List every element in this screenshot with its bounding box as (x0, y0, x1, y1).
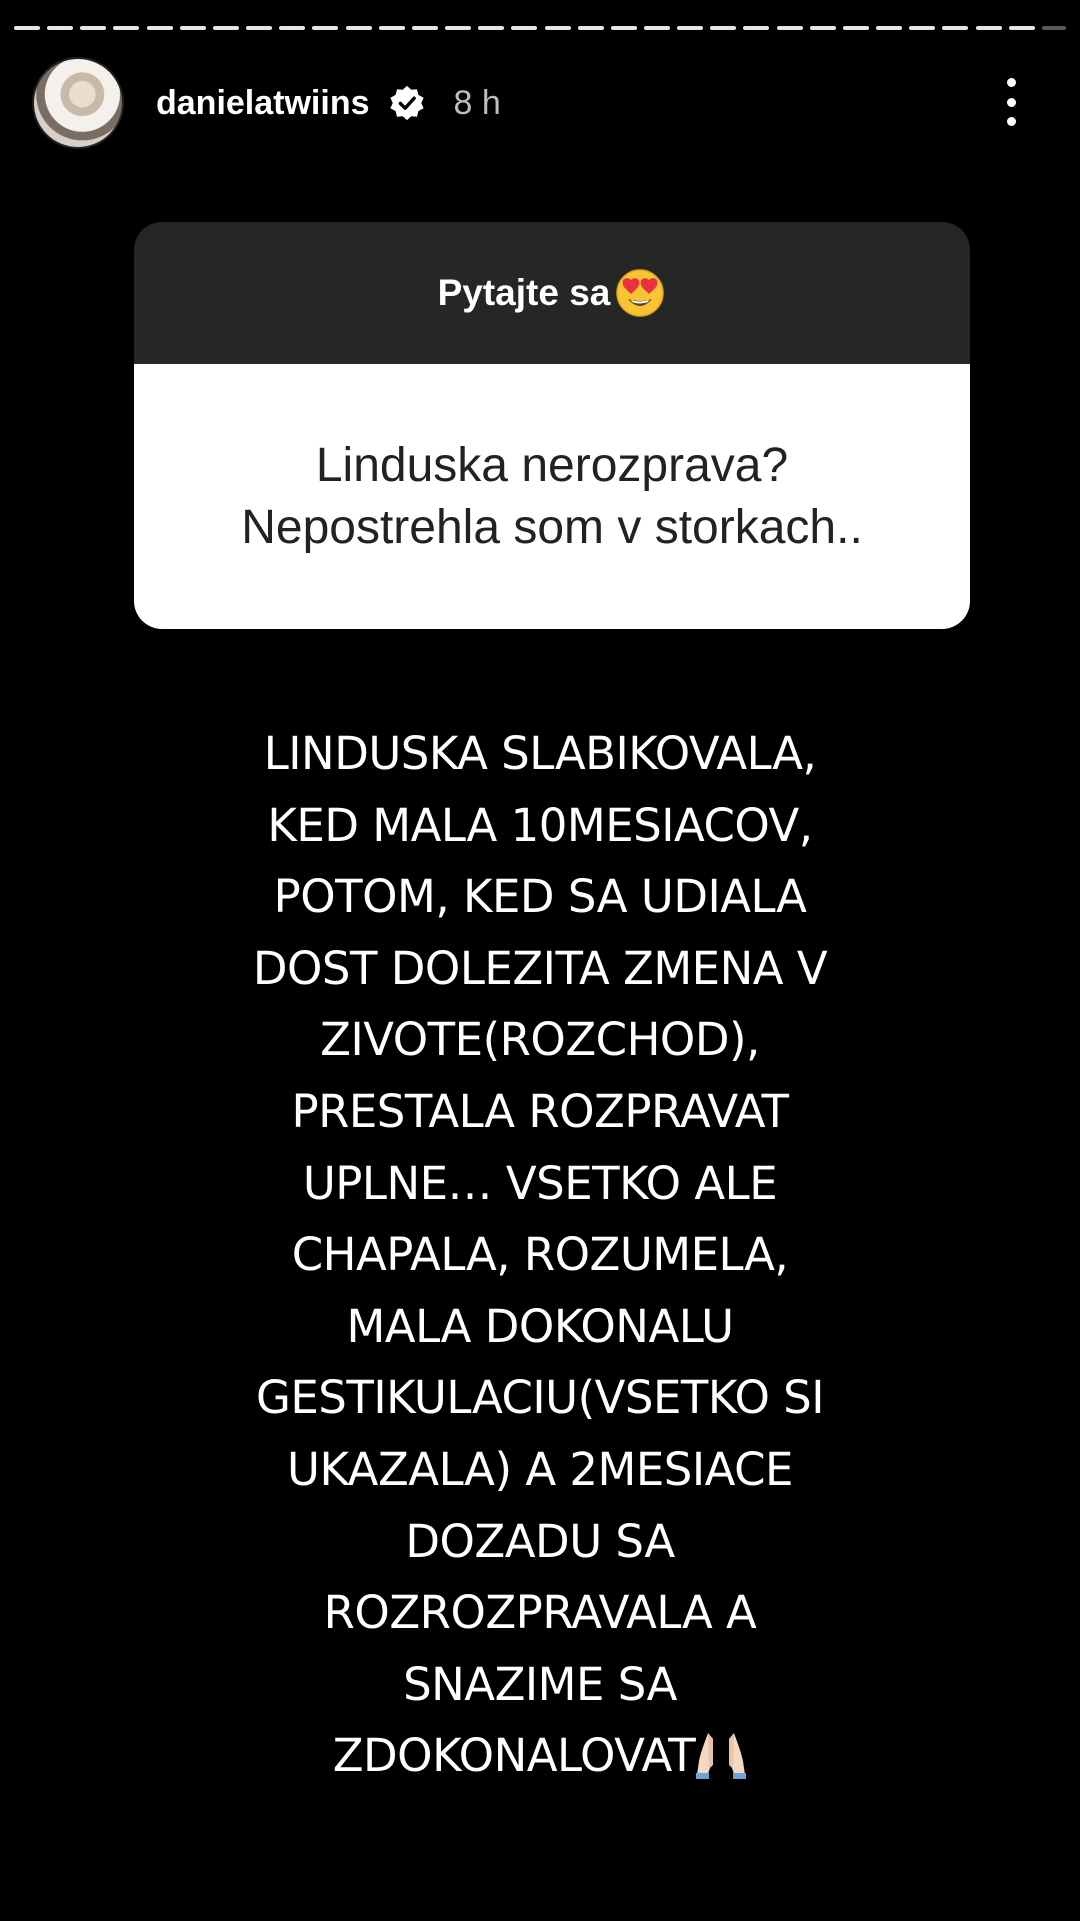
progress-segment (810, 26, 836, 30)
progress-segment (976, 26, 1002, 30)
progress-segment (876, 26, 902, 30)
answer-line: KED MALA 10MESIACOV, (267, 798, 813, 852)
progress-segment (1009, 26, 1035, 30)
post-time: 8 h (453, 83, 501, 122)
answer-line: DOST DOLEZITA ZMENA V (252, 941, 828, 995)
question-line: Linduska nerozprava? (315, 438, 789, 492)
progress-segment (379, 26, 405, 30)
avatar[interactable] (32, 57, 124, 149)
progress-segment (246, 26, 272, 30)
answer-line: ROZROZPRAVALA A (323, 1586, 757, 1640)
question-text (134, 364, 970, 629)
progress-segment (545, 26, 571, 30)
progress-segment (478, 26, 504, 30)
progress-segment (346, 26, 372, 30)
progress-segment (909, 26, 935, 30)
answer-line: LINDUSKA SLABIKOVALA, (263, 727, 817, 780)
story-progress-bar (14, 25, 1066, 30)
progress-segment (843, 26, 869, 30)
question-sticker-header (134, 222, 970, 364)
answer-line: UPLNE… VSETKO ALE (302, 1156, 778, 1210)
username[interactable]: danielatwiins (156, 83, 370, 122)
progress-segment (147, 26, 173, 30)
question-sticker[interactable] (134, 222, 970, 629)
progress-segment (644, 26, 670, 30)
progress-segment (445, 26, 471, 30)
verified-badge-icon (388, 84, 426, 122)
progress-segment (677, 26, 703, 30)
progress-segment (47, 26, 73, 30)
story-header (32, 58, 1048, 148)
progress-segment (611, 26, 637, 30)
progress-segment (1042, 26, 1066, 30)
answer-line: ZDOKONALOVAT (332, 1729, 696, 1783)
progress-segment (213, 26, 239, 30)
progress-segment (743, 26, 769, 30)
question-prompt: Pytajte sa (437, 272, 611, 313)
progress-segment (511, 26, 537, 30)
answer-line: PRESTALA ROZPRAVAT (291, 1084, 789, 1138)
answer-text (0, 718, 1080, 1792)
praying-hands-emoji-icon (695, 1729, 747, 1779)
answer-line-last (0, 1720, 1080, 1792)
progress-segment (14, 26, 40, 30)
answer-line: MALA DOKONALU (346, 1299, 734, 1353)
answer-line: CHAPALA, ROZUMELA, (291, 1228, 789, 1282)
progress-segment (312, 26, 338, 30)
progress-segment (412, 26, 438, 30)
heart-eyes-emoji-icon (614, 267, 666, 319)
answer-line: ZIVOTE(ROZCHOD), (320, 1013, 760, 1067)
progress-segment (80, 26, 106, 30)
answer-line: UKAZALA) A 2MESIACE (287, 1442, 793, 1496)
progress-segment (180, 26, 206, 30)
answer-line: POTOM, KED SA UDIALA (273, 870, 807, 924)
progress-segment (279, 26, 305, 30)
progress-segment (710, 26, 736, 30)
progress-segment (942, 26, 968, 30)
progress-segment (578, 26, 604, 30)
answer-line: SNAZIME SA (403, 1657, 677, 1711)
progress-segment (113, 26, 139, 30)
answer-line: GESTIKULACIU(VSETKO SI (255, 1371, 825, 1425)
progress-segment (777, 26, 803, 30)
question-line: Nepostrehla som v storkach.. (241, 500, 863, 554)
answer-line: DOZADU SA (405, 1514, 675, 1568)
more-options-icon[interactable] (1004, 78, 1018, 126)
